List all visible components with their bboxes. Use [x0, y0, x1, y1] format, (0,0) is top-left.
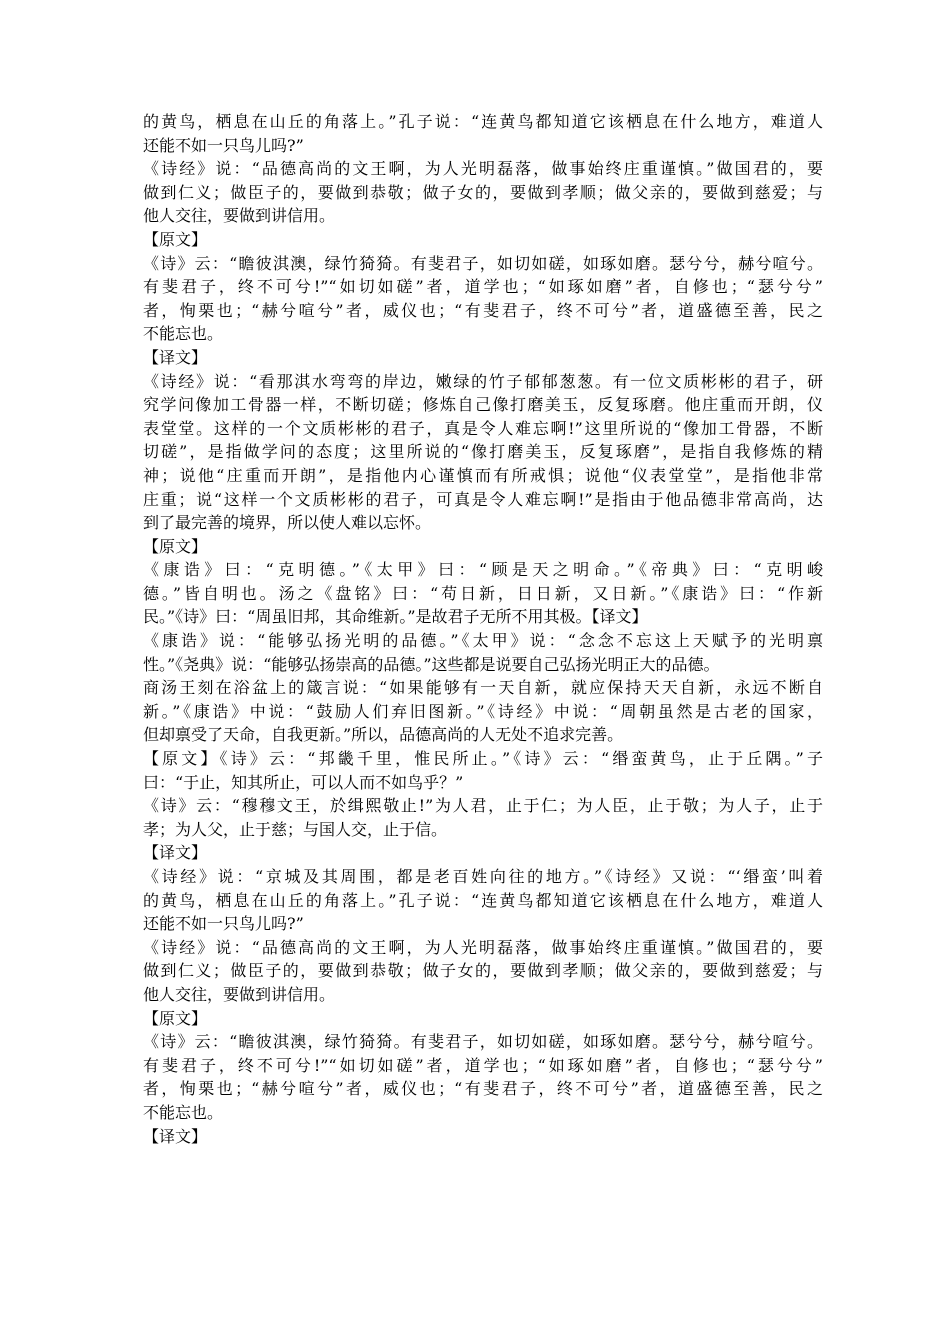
text-line: 《康诰》说：“能够弘扬光明的品德。”《太甲》说：“念念不忘这上天赋予的光明禀	[143, 631, 823, 651]
text-line: 者，恂栗也；“赫兮喧兮”者，威仪也；“有斐君子，终不可兮”者，道盛德至善，民之	[143, 300, 823, 320]
text-line: 有斐君子，终不可兮!”“如切如磋”者，道学也；“如琢如磨”者，自修也；“瑟兮兮”	[143, 277, 823, 297]
section-heading: 【原文】	[143, 536, 208, 556]
text-line: 的黄鸟，栖息在山丘的角落上。”孔子说：“连黄鸟都知道它该栖息在什么地方，难道人	[143, 112, 823, 131]
text-line: 《诗经》说：“京城及其周围，都是老百姓向往的地方。”《诗经》又说：“‘缗蛮’叫着	[143, 867, 823, 886]
text-line: 做到仁义；做臣子的，要做到恭敬；做子女的，要做到孝顺；做父亲的，要做到慈爱；与	[143, 961, 823, 981]
text-line: 新。”《康诰》中说：“鼓励人们弃旧图新。”《诗经》中说：“周朝虽然是古老的国家，	[143, 701, 823, 721]
text-line: 民。”《诗》曰：“周虽旧邦，其命维新。”是故君子无所不用其极。【译文】	[143, 607, 648, 627]
document-page	[143, 110, 823, 1148]
text-line: 《诗》云：“穆穆文王，於缉熙敬止!”为人君，止于仁；为人臣，止于敬；为人子，止于	[143, 796, 823, 816]
text-line: 德。”皆自明也。汤之《盘铭》曰：“苟日新，日日新，又日新。”《康诰》曰：“作新	[143, 583, 823, 603]
text-line: 还能不如一只鸟儿吗?”	[143, 135, 304, 155]
text-line: 《诗经》说：“看那淇水弯弯的岸边，嫩绿的竹子郁郁葱葱。有一位文质彬彬的君子，研	[143, 371, 823, 391]
text-line: 他人交往，要做到讲信用。	[143, 206, 336, 226]
text-line: 《诗经》说：“品德高尚的文王啊，为人光明磊落，做事始终庄重谨慎。”做国君的，要	[143, 159, 823, 179]
text-line: 不能忘也。	[143, 324, 224, 344]
text-line: 神；说他“庄重而开朗”，是指他内心谨慎而有所戒惧；说他“仪表堂堂”，是指他非常	[143, 465, 823, 485]
text-line: 孝；为人父，止于慈；与国人交，止于信。	[143, 819, 448, 839]
section-heading: 【译文】	[143, 347, 208, 367]
text-line: 表堂堂。这样的一个文质彬彬的君子，真是令人难忘啊!”这里所说的“像加工骨器，不断	[143, 418, 823, 438]
text-line: 【原文】《诗》云：“邦畿千里，惟民所止。”《诗》云：“缗蛮黄鸟，止于丘隅。”子	[143, 749, 823, 769]
text-line: 他人交往，要做到讲信用。	[143, 984, 336, 1004]
section-heading: 【原文】	[143, 1008, 208, 1028]
text-line: 商汤王刻在浴盆上的箴言说：“如果能够有一天自新，就应保持天天自新，永远不断自	[143, 678, 823, 698]
text-line: 《诗经》说：“品德高尚的文王啊，为人光明磊落，做事始终庄重谨慎。”做国君的，要	[143, 937, 823, 957]
text-line: 的黄鸟，栖息在山丘的角落上。”孔子说：“连黄鸟都知道它该栖息在什么地方，难道人	[143, 890, 823, 910]
text-line: 到了最完善的境界，所以使人难以忘怀。	[143, 513, 432, 533]
text-line: 还能不如一只鸟儿吗?”	[143, 914, 304, 934]
section-heading: 【译文】	[143, 1126, 208, 1146]
text-line: 《诗》云：“瞻彼淇澳，绿竹猗猗。有斐君子，如切如磋，如琢如磨。瑟兮兮，赫兮喧兮。	[143, 253, 823, 273]
text-line: 有斐君子，终不可兮!”“如切如磋”者，道学也；“如琢如磨”者，自修也；“瑟兮兮”	[143, 1055, 823, 1075]
text-line: 不能忘也。	[143, 1102, 224, 1122]
text-line: 曰：“于止，知其所止，可以人而不如鸟乎？”	[143, 772, 464, 792]
section-heading: 【原文】	[143, 229, 208, 249]
text-line: 《康诰》曰：“克明德。”《太甲》曰：“顾是天之明命。”《帝典》曰：“克明峻	[143, 560, 823, 580]
text-line: 究学问像加工骨器一样，不断切磋；修炼自己像打磨美玉，反复琢磨。他庄重而开朗，仪	[143, 395, 823, 415]
text-line: 做到仁义；做臣子的，要做到恭敬；做子女的，要做到孝顺；做父亲的，要做到慈爱；与	[143, 182, 823, 202]
text-line: 切磋”，是指做学问的态度；这里所说的“像打磨美玉，反复琢磨”，是指自我修炼的精	[143, 442, 823, 462]
text-line: 庄重；说“这样一个文质彬彬的君子，可真是令人难忘啊!”是指由于他品德非常高尚，达	[143, 489, 823, 509]
text-line: 者，恂栗也；“赫兮喧兮”者，威仪也；“有斐君子，终不可兮”者，道盛德至善，民之	[143, 1079, 823, 1099]
text-line: 但却禀受了天命，自我更新。”所以，品德高尚的人无处不追求完善。	[143, 725, 624, 745]
text-line: 《诗》云：“瞻彼淇澳，绿竹猗猗。有斐君子，如切如磋，如琢如磨。瑟兮兮，赫兮喧兮。	[143, 1032, 823, 1052]
section-heading: 【译文】	[143, 843, 208, 863]
text-line: 性。”《尧典》说：“能够弘扬崇高的品德。”这些都是说要自己弘扬光明正大的品德。	[143, 654, 720, 674]
